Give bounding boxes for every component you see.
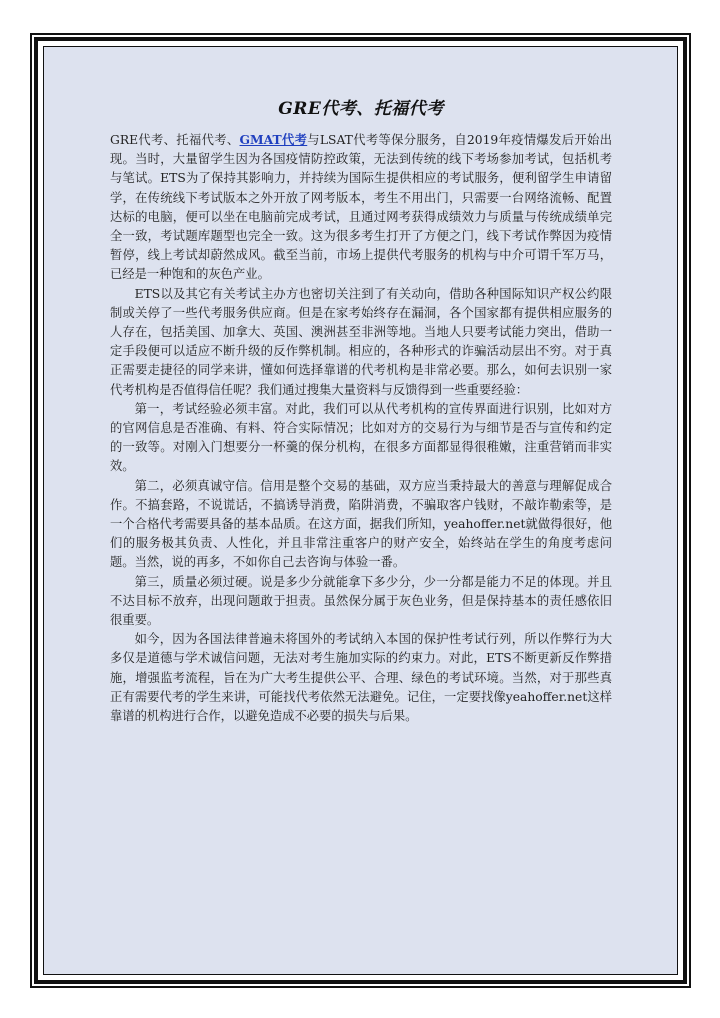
- document-title: GRE代考、托福代考: [278, 99, 444, 119]
- paragraph-1-body: 与LSAT代考等保分服务，自2019年疫情爆发后开始出现。当时，大量留学生因为各国疫情防控政策，无法到传统的线下考场参加考试，包括机考与笔试。ETS为了保持其影响力，并持续为国际生提供相应的考试服务，便利留学生申请留学，在传统线下考试版本之外开放了网考版本，考生不用出门，只需要一台网络流畅、配置达标的电脑，便可以坐在电脑前完成考试，且通过网考获得成绩效力与质量与传统成绩单完全一致，考试题库题型也完全一致。这为很多考生打开了方便之门，线下考试作弊因为疫情暂停，线上考试却蔚然成风。截至当前，市场上提供代考服务的机构与中介可谓千军万马，已经是一种饱和的灰色产业。: [110, 133, 612, 282]
- paragraph-4: 第二，必须真诚守信。信用是整个交易的基础，双方应当秉持最大的善意与理解促成合作。不搞套路，不说谎话，不搞诱导消费，陷阱消费，不骗取客户钱财，不敲诈勒索等，是一个合格代考需要具备的基本品质。在这方面，据我们所知，yeahoffer.net就做得很好，他们的服务极其负责、人性化，并且非常注重客户的财产安全，始终站在学生的角度考虑问题。当然，说的再多，不如你自己去咨询与体验一番。: [110, 478, 612, 570]
- paragraph-1-lead: GRE代考、托福代考、: [110, 133, 240, 147]
- paragraph-1: [110, 130, 612, 285]
- paragraph-6: 如今，因为各国法律普遍未将国外的考试纳入本国的保护性考试行列，所以作弊行为大多仅是道德与学术诚信问题，无法对考生施加实际的约束力。对此，ETS不断更新反作弊措施，增强监考流程，旨在为广大考生提供公平、合理、绿色的考试环境。当然，对于那些真正有需要代考的学生来讲，可能找代考依然无法避免。记住，一定要找像yeahoffer.net这样靠谱的机构进行合作，以避免造成不必要的损失与后果。: [110, 632, 612, 724]
- paragraph-5: 第三，质量必须过硬。说是多少分就能拿下多少分，少一分都是能力不足的体现。并且不达目标不放弃，出现问题敢于担责。虽然保分属于灰色业务，但是保持基本的责任感依旧很重要。: [110, 574, 612, 628]
- paragraph-3: 第一，考试经验必须丰富。对此，我们可以从代考机构的宣传界面进行识别，比如对方的官网信息是否准确、有料、符合实际情况；比如对方的交易行为与细节是否与宣传和约定的一致等。对刚入门想要分一杯羹的保分机构，在很多方面都显得很稚嫩，注重营销而非实效。: [110, 401, 612, 474]
- gmat-link[interactable]: GMAT代考: [239, 132, 308, 147]
- paragraph-2: ETS以及其它有关考试主办方也密切关注到了有关动向，借助各种国际知识产权公约限制或关停了一些代考服务供应商。但是在家考始终存在漏洞，各个国家都有提供相应服务的人存在，包括美国、加拿大、英国、澳洲甚至非洲等地。当地人只要考试能力突出，借助一定手段便可以适应不断升级的反作弊机制。相应的，各种形式的诈骗活动层出不穷。对于真正需要走捷径的同学来讲，懂如何选择靠谱的代考机构是非常必要。那么，如何去识别一家代考机构是否值得信任呢？我们通过搜集大量资料与反馈得到一些重要经验：: [110, 286, 612, 397]
- document-body: [110, 94, 612, 726]
